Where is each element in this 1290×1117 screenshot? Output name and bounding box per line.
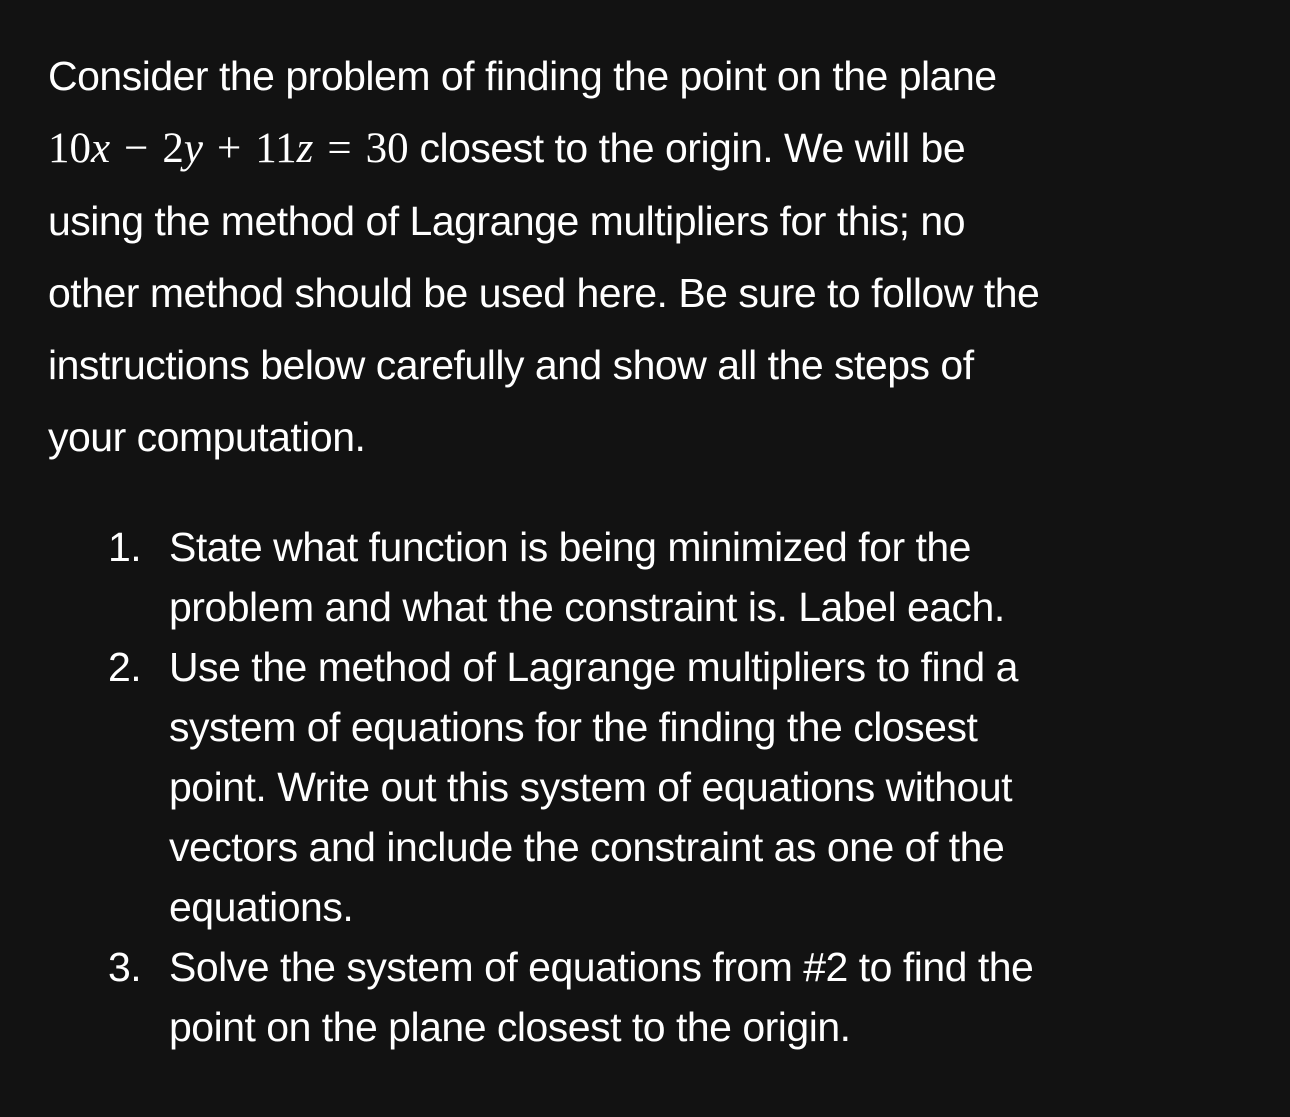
intro-line-6: your computation.: [48, 414, 366, 460]
equation-var-x: x: [91, 125, 111, 172]
list-item-line: vectors and include the constraint as one of the: [169, 824, 1005, 870]
equation-plus: +: [216, 125, 242, 172]
list-item: [48, 517, 1230, 637]
list-item-line: point on the plane closest to the origin.: [169, 1004, 851, 1050]
list-item-line: Use the method of Lagrange multipliers to find a: [169, 644, 1018, 690]
intro-line-3: using the method of Lagrange multipliers for this; no: [48, 198, 966, 244]
intro-line-4: other method should be used here. Be sure to follow the: [48, 270, 1040, 316]
intro-line-2: [48, 112, 1230, 185]
equation-equals: =: [327, 125, 352, 172]
equation-var-z: z: [296, 125, 314, 172]
equation-var-y: y: [183, 125, 203, 172]
list-item-line: system of equations for the finding the closest: [169, 704, 978, 750]
intro-line-2-text: closest to the origin. We will be: [408, 125, 966, 171]
equation-minus: −: [124, 125, 149, 172]
intro-line-5: instructions below carefully and show all the steps of: [48, 342, 974, 388]
equation-coef-y: 2: [162, 125, 184, 172]
list-item-line: equations.: [169, 884, 354, 930]
list-item-line: Solve the system of equations from #2 to find the: [169, 944, 1034, 990]
list-item-line: State what function is being minimized for the: [169, 524, 971, 570]
equation-coef-z: 11: [255, 125, 297, 172]
equation-coef-x: 10: [48, 125, 91, 172]
list-item-line: problem and what the constraint is. Label each.: [169, 584, 1005, 630]
list-item-number: 2.: [108, 644, 142, 690]
plane-equation: [48, 125, 409, 172]
list-item-line: point. Write out this system of equations without: [169, 764, 1013, 810]
problem-intro: [48, 40, 1230, 473]
instruction-list: [48, 517, 1230, 1057]
list-item: [48, 637, 1230, 937]
list-item-number: 3.: [108, 944, 142, 990]
equation-rhs: 30: [365, 125, 409, 172]
intro-line-1: Consider the problem of finding the point on the plane: [48, 53, 997, 99]
list-item-number: 1.: [108, 524, 142, 570]
list-item: [48, 937, 1230, 1057]
